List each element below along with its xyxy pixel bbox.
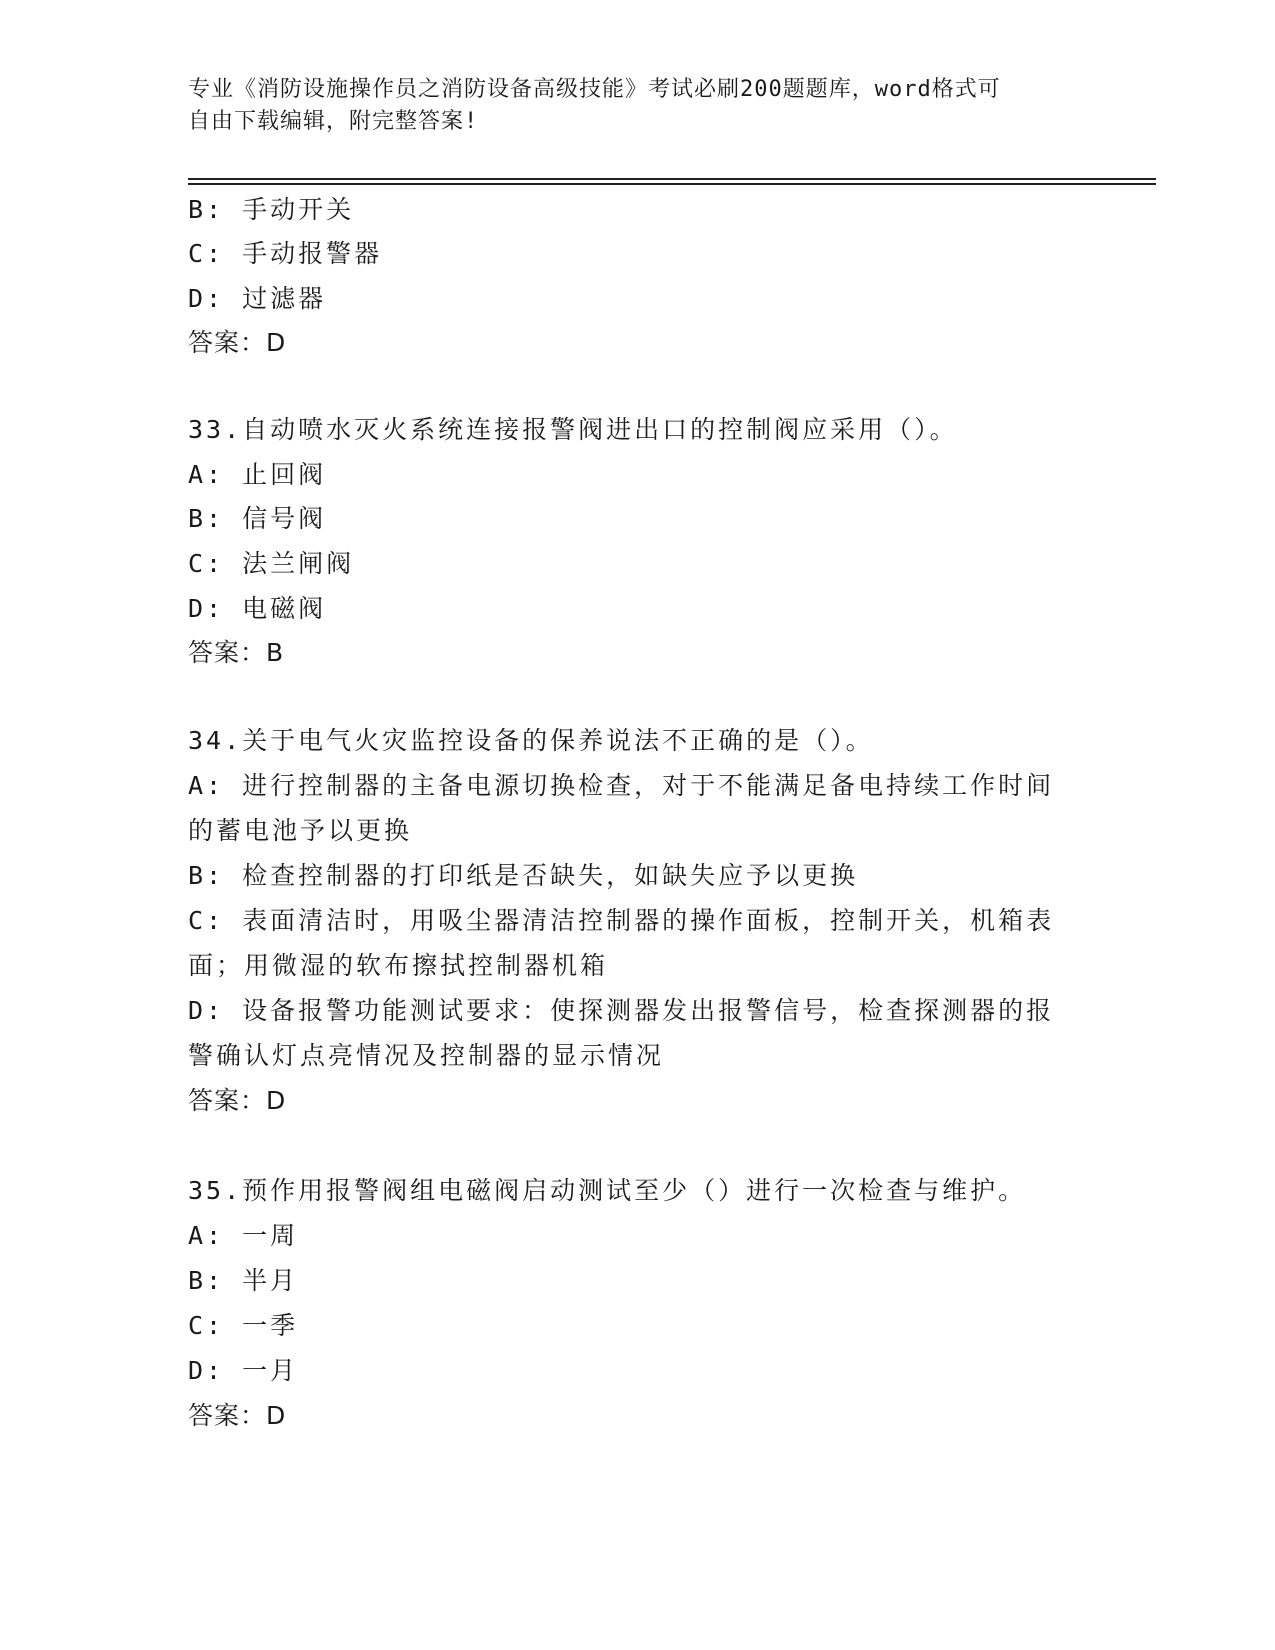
q34-stem: 34.关于电气火灾监控设备的保养说法不正确的是（）。 [188, 726, 874, 755]
q35-option-d: D: 一月 [188, 1356, 299, 1385]
q34-option-b: B: 检查控制器的打印纸是否缺失，如缺失应予以更换 [188, 861, 859, 890]
q34-option-c-line-1: C: 表面清洁时，用吸尘器清洁控制器的操作面板，控制开关，机箱表 [188, 906, 1055, 935]
q32-answer: 答案：D [188, 328, 287, 357]
q33-answer: 答案：B [188, 638, 285, 667]
q32-option-c: C: 手动报警器 [188, 239, 383, 268]
q34-option-d-line-1: D: 设备报警功能测试要求：使探测器发出报警信号，检查探测器的报 [188, 996, 1055, 1025]
q32-option-b: B: 手动开关 [188, 195, 355, 224]
q33-stem: 33.自动喷水灭火系统连接报警阀进出口的控制阀应采用（）。 [188, 415, 958, 444]
q33-option-c: C: 法兰闸阀 [188, 549, 355, 578]
q33-option-d: D: 电磁阀 [188, 594, 327, 623]
q35-option-c: C: 一季 [188, 1311, 299, 1340]
q35-option-b: B: 半月 [188, 1266, 299, 1295]
header-line-1: 专业《消防设施操作员之消防设备高级技能》考试必刷200题题库，word格式可 [188, 77, 1001, 102]
q35-answer: 答案：D [188, 1401, 287, 1430]
q32-option-d: D: 过滤器 [188, 284, 327, 313]
q33-option-a: A: 止回阀 [188, 460, 327, 489]
q35-option-a: A: 一周 [188, 1221, 299, 1250]
header-divider-bottom [188, 183, 1156, 185]
q34-option-a-line-2: 的蓄电池予以更换 [188, 816, 413, 845]
q33-option-b: B: 信号阀 [188, 504, 327, 533]
q34-option-c-line-2: 面；用微湿的软布擦拭控制器机箱 [188, 951, 609, 980]
header-divider-top [188, 178, 1156, 180]
document-header [188, 74, 1088, 138]
q34-option-d-line-2: 警确认灯点亮情况及控制器的显示情况 [188, 1041, 665, 1070]
q35-stem: 35.预作用报警阀组电磁阀启动测试至少（）进行一次检查与维护。 [188, 1176, 1027, 1205]
header-line-2: 自由下载编辑，附完整答案! [188, 109, 479, 134]
q34-answer: 答案：D [188, 1086, 287, 1115]
q34-option-a-line-1: A: 进行控制器的主备电源切换检查，对于不能满足备电持续工作时间 [188, 771, 1055, 800]
